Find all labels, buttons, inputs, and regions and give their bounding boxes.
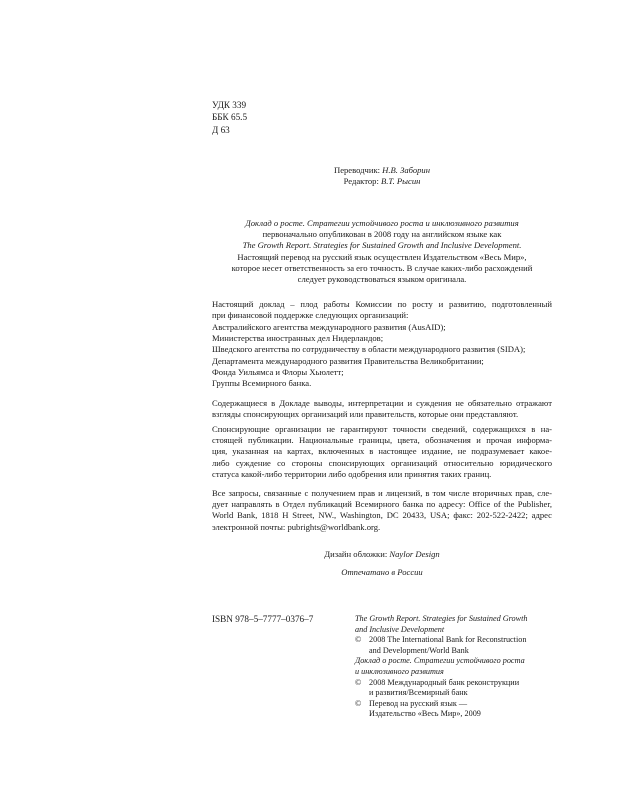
- translation-notice: [212, 218, 552, 285]
- notice-line: Настоящий перевод на русский язык осуществлен Издательством «Весь Мир»,: [237, 251, 527, 262]
- report-origin-paragraph: [212, 299, 552, 321]
- paragraph-line: ция, указанная на картах, включенных в настоящее издание, не подразумевает какое-: [212, 446, 552, 457]
- notice-russian-title: Доклад о росте. Стратегии устойчивого роста и инклюзивного развития: [245, 218, 519, 228]
- credits: [212, 165, 552, 187]
- printed-in-russia: Отпечатано в России: [341, 567, 423, 577]
- paragraph-line: либо суждение со стороны спонсирующих организаций относительно юридического: [212, 457, 552, 468]
- classification-codes: [212, 99, 247, 136]
- paragraph-line: World Bank, 1818 H Street, NW., Washington, DC 20433, USA; факс: 202-522-2422; адрес: [212, 510, 552, 521]
- sponsor-organization: Министерства иностранных дел Нидерландов;: [212, 333, 384, 344]
- copyright-entry: [355, 635, 565, 646]
- cover-design-label: Дизайн обложки:: [324, 549, 390, 559]
- copyright-symbol: ©: [355, 698, 362, 708]
- paragraph-line: Содержащиеся в Докладе выводы, интерпретации и суждения не обязательно отражают: [212, 398, 552, 408]
- sponsor-organization: Шведского агентства по сотрудничеству в области международного развития (SIDA);: [212, 344, 526, 355]
- isbn: ISBN 978–5–7777–0376–7: [212, 614, 314, 624]
- sponsor-organization: Департамента международного развития Правительства Великобритании;: [212, 355, 484, 366]
- views-disclaimer: [212, 398, 552, 420]
- notice-line: которое несет ответственность за его точность. В случае каких-либо расхождений: [231, 262, 533, 273]
- paragraph-line: стоящей публикации. Национальные границы, цвета, обозначения и прочая информа-: [212, 435, 552, 446]
- editor-label: Редактор:: [343, 176, 381, 187]
- editor-credit: [212, 176, 552, 187]
- copyright-symbol: ©: [355, 677, 362, 687]
- author-mark-code: Д 63: [212, 124, 230, 135]
- english-title-line: and Inclusive Development: [355, 624, 445, 634]
- translator-name: Н.В. Заборин: [382, 165, 430, 175]
- paragraph-line: Все запросы, связанные с получением прав и лицензий, в том числе вторичных прав, сле-: [212, 488, 552, 498]
- english-title-line: The Growth Report. Strategies for Sustained Growth: [355, 614, 528, 623]
- russian-title-line: и инклюзивного развития: [355, 666, 444, 676]
- cover-design-credit: [212, 549, 552, 560]
- rights-inquiries-paragraph: [212, 488, 552, 533]
- copyright-text: 2008 The International Bank for Reconstruction: [369, 635, 527, 645]
- editor-name: В.Т. Рысин: [381, 176, 421, 187]
- copyright-text: и развития/Всемирный банк: [369, 688, 468, 698]
- sponsor-organization: Группы Всемирного банка.: [212, 378, 312, 389]
- translator-label: Переводчик:: [333, 165, 383, 175]
- copyright-text: 2008 Международный банк реконструкции: [369, 677, 520, 687]
- bbk-code: ББК 65.5: [212, 112, 248, 123]
- copyright-entry: [355, 678, 565, 689]
- sponsor-organizations-list: [212, 322, 525, 389]
- notice-english-title: The Growth Report. Strategies for Sustained Growth and Inclusive Development.: [242, 240, 522, 251]
- copyright-text: and Development/World Bank: [369, 645, 469, 655]
- copyright-text: Издательство «Весь Мир», 2009: [369, 709, 481, 719]
- translator-credit: [212, 165, 552, 176]
- cover-design-value: Naylor Design: [389, 549, 440, 559]
- paragraph-line: электронной почты: pubrights@worldbank.org.: [212, 521, 381, 532]
- notice-line: первоначально опубликован в 2008 году на английском языке как: [262, 229, 502, 240]
- paragraph-line: Настоящий доклад – плод работы Комиссии по росту и развитию, подготовленный: [212, 299, 552, 309]
- accuracy-disclaimer: [212, 424, 552, 480]
- copyright-entry: [355, 699, 565, 710]
- copyright-symbol: ©: [355, 635, 362, 645]
- paragraph-line: дует направлять в Отдел публикаций Всемирного банка по адресу: Office of the Publisher,: [212, 499, 552, 510]
- notice-line: следует руководствоваться языком оригинала.: [297, 274, 467, 285]
- copyright-block: [355, 614, 565, 720]
- paragraph-line: Спонсирующие организации не гарантируют точности сведений, содержащихся в на-: [212, 424, 552, 434]
- paragraph-line: взгляды спонсирующих организаций или правительств, которые они представляют.: [212, 409, 519, 420]
- copyright-text: Перевод на русский язык —: [369, 698, 468, 708]
- udk-code: УДК 339: [212, 100, 247, 110]
- paragraph-line: при финансовой поддержке следующих организаций:: [212, 310, 409, 321]
- sponsor-organization: Фонда Уильямса и Флоры Хьюлетт;: [212, 366, 344, 377]
- paragraph-line: статуса какой-либо территории либо одобрения или принятия таких границ.: [212, 468, 492, 479]
- russian-title-line: Доклад о росте. Стратегии устойчивого роста: [355, 656, 525, 666]
- sponsor-organization: Австралийского агентства международного развития (AusAID);: [212, 322, 446, 332]
